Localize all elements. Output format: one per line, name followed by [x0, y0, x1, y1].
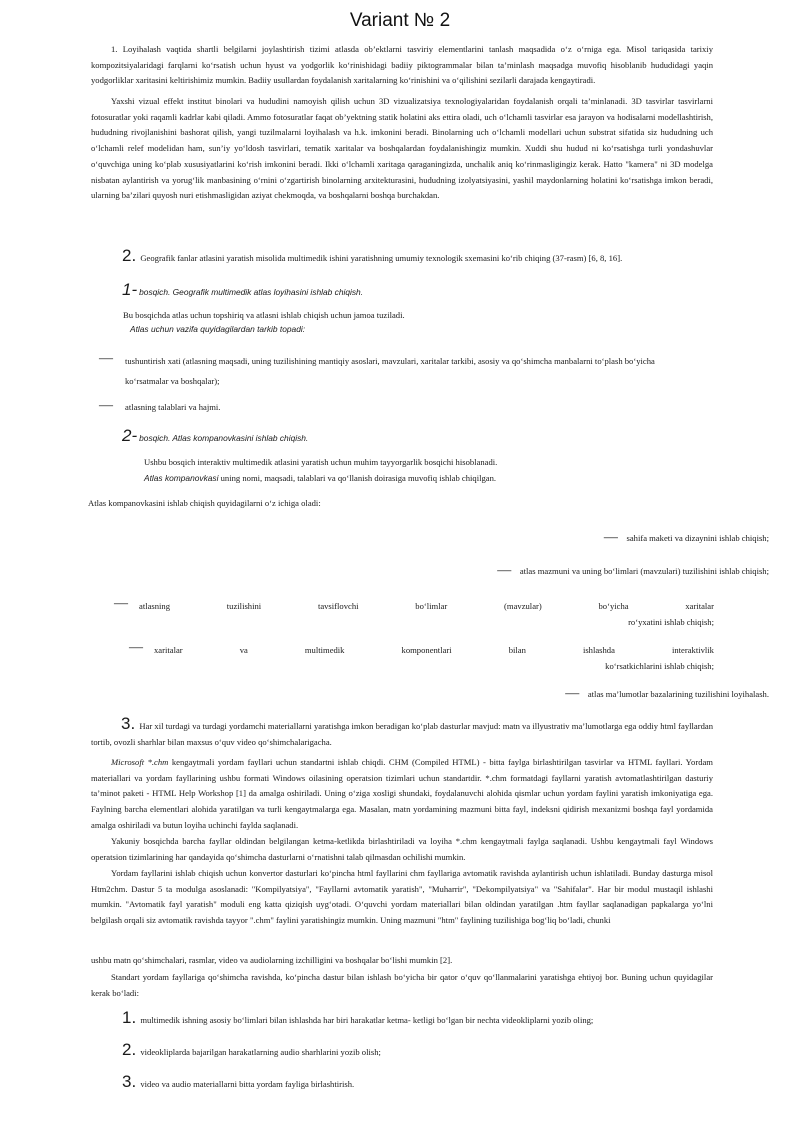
item-text: videokliplarda bajarilgan harakatlarning audio sharhlarini yozib olish;	[138, 1047, 381, 1057]
dash-marker: —	[99, 398, 113, 413]
bullet-1-line-2: ko‘rsatmalar va boshqalar);	[125, 376, 220, 386]
step-1-heading	[122, 280, 363, 300]
item-text: atlas mazmuni va uning bo‘limlari (mavzulari) tuzilishini ishlab chiqish;	[519, 566, 769, 576]
item-text: multimedik ishning asosiy bo‘limlari bilan ishlashda har biri harakatlar ketma- ketligi bo‘lgan bir nechta videokliplarni yozib oling;	[138, 1015, 594, 1025]
list-item-1	[604, 531, 769, 545]
dash-marker: —	[565, 686, 580, 701]
word: tuzilishini	[226, 601, 262, 611]
list-item-4-line-2: ko‘rsatkichlarini ishlab chiqish;	[605, 661, 714, 671]
step-number: 2-	[122, 426, 138, 445]
section-3-paragraph-3: Yakuniy bosqichda barcha fayllar oldindan belgilangan ketma-ketlikda birlashtiriladi va loyiha *.chm kengaytmali faylga saqlanadi. Ushbu kengaytmali fayl Windows operatsion tizimlarining har qandayida qo‘shimcha dasturlarni o‘rnatishni talab qilmasdan ochilishi mumkin.	[91, 836, 713, 862]
word: komponentlari	[401, 645, 452, 655]
item-number: 3.	[122, 1072, 137, 1091]
step-1-subtitle: Atlas uchun vazifa quyidagilardan tarkib topadi:	[130, 324, 306, 334]
term-italic: Atlas kompanovkasi	[144, 473, 219, 483]
dash-marker: —	[497, 563, 512, 578]
paragraph-1: 1. Loyihalash vaqtida shartli belgilarni joylashtirish tizimi atlasda ob’ektlarni tasviriy elementlarini tanlash maqsadida o‘z o‘rniga ega. Misol tariqasida tarixiy kompozitsiyalaridagi farqlarni ko‘rsatish uchun hyust va yodgorlik ko‘rinishidagi badiiy piktogrammalar bilan ta’minlash maqsadga muvofiq hisoblanib hududidagi yaqin yodgorliklar xaritasini keltirishimiz mumkin. Badiiy usullardan foydalanish xaritalarning ko‘rinishini va o‘qilishini sezilarli darajada kengaytiradi.	[91, 44, 713, 86]
list-item-4-line-1	[154, 645, 714, 655]
word: bilan	[508, 645, 526, 655]
list-intro: Atlas kompanovkasini ishlab chiqish quyidagilarni o‘z ichiga oladi:	[88, 498, 321, 508]
dash-marker: —	[99, 351, 113, 366]
dash-marker: —	[129, 640, 143, 655]
section-3-paragraph-5: ushbu matn qo‘shimchalari, rasmlar, video va audiolarning izchilligini va boshqalar bo‘lishi mumkin [2].	[91, 955, 453, 965]
word: ishlashda	[582, 645, 615, 655]
item-text: video va audio materiallarni bitta yordam fayliga birlashtirish.	[138, 1079, 355, 1089]
word: tavsiflovchi	[317, 601, 359, 611]
section-2-heading	[122, 248, 722, 267]
list-item-5	[565, 687, 769, 701]
word: atlasning	[139, 601, 171, 611]
item-number: 2.	[122, 1040, 137, 1059]
step-2-text-2	[144, 473, 496, 483]
term-italic: Microsoft *.chm	[111, 757, 169, 767]
list-item-3-line-2: ro‘yxatini ishlab chiqish;	[628, 617, 714, 627]
step-number: 1-	[122, 280, 138, 299]
step-2-heading	[122, 426, 308, 446]
page-title: Variant № 2	[349, 10, 451, 31]
bullet-2: atlasning talablari va hajmi.	[125, 402, 221, 412]
item-text: sahifa maketi va dizaynini ishlab chiqish;	[626, 533, 769, 543]
step-1-text: Bu bosqichda atlas uchun topshiriq va atlasni ishlab chiqish uchun jamoa tuziladi.	[123, 310, 405, 320]
item-text: atlas ma’lumotlar bazalarining tuzilishini loyihalash.	[587, 689, 769, 699]
word: va	[239, 645, 248, 655]
word: bo‘limlar	[415, 601, 448, 611]
item-number: 1.	[122, 1008, 137, 1027]
section-3-paragraph-6: Standart yordam fayllariga qo‘shimcha ravishda, ko‘pincha dastur bilan ishlash bo‘yicha bir qator o‘quv qo‘llanmalarini yaratishga ehtiyoj bor. Buning uchun quyidagilar kerak bo‘ladi:	[91, 972, 713, 998]
section-3-paragraph-2	[91, 755, 713, 834]
section-3-paragraph-4: Yordam fayllarini ishlab chiqish uchun konvertor dasturlari ko‘pincha html fayllarini chm fayllariga avtomatik ravishda aylantirish uchun ishlatiladi. Bunday dasturga misol Htm2chm. Dastur 5 ta modulga asoslanadi: "Kompilyatsiya", "Fayllarni avtomatik yaratish", "Muharrir", "Dekompilyatsiya" va "Sahifalar". Har bir modul mustaqil ishlashi mumkin. "Avtomatik fayl yaratish" moduli eng katta qiziqish uyg‘otadi. O‘quvchi yordam materiallari bilan oldindan yaratilgan .htm fayllar saqlanadigan papkalarga yo‘lni belgilash orqali siz avtomatik ravishda tayyor ".chm" faylini yaratishingiz mumkin. Uning mazmuni "htm" faylining tuzilishiga bog‘liq bo‘ladi, chunki	[91, 868, 713, 926]
word: multimedik	[304, 645, 345, 655]
list-item-3-line-1	[139, 601, 714, 611]
step-title: bosqich. Atlas kompanovkasini ishlab chiqish.	[139, 433, 309, 443]
section-3-text: Har xil turdagi va turdagi yordamchi materiallarni yaratishga imkon beradigan ko‘plab dasturlar mavjud: matn va illyustrativ ma’lumotlarga ega oddiy html fayllardan tortib, ovozli sharhlar bilan maxsus o‘quv video qo‘shimchalarigacha.	[91, 721, 713, 747]
word: interaktivlik	[671, 645, 714, 655]
word: (mavzular)	[504, 601, 542, 611]
numbered-item-3	[122, 1072, 354, 1092]
section-number: 3.	[121, 714, 136, 733]
paragraph-2: Yaxshi vizual effekt institut binolari va hududini namoyish qilish uchun 3D vizualizatsiya texnologiyalaridan foydalanish orqali ta’minlanadi. 3D tasvirlar tasvirlarni fotosuratlar yoki raqamli kadrlar kabi qiladi. Ammo fotosuratlar faqat ob’yektning statik holatini aks ettira oladi, uch o‘lchamli tasvirlar esa jarayon va hodisalarni modellashtirish, hududning rivojlanishini bashorat qilish, yangi tuzilmalarni loyihalash va h.k. imkonini beradi. Binolarning uch o‘lchamli modellari uchun substrat sifatida siz hududning uch o‘lchamli relef modelidan ham, sun’iy yo‘ldosh tasvirlari, tematik xaritalar va boshqalardan foydalanishingiz mumkin. Xuddi shu hudud ni ko‘rsatishga turli yondashuvlar o‘quvchiga uning ko‘plab xususiyatlarini ko‘rish imkonini beradi. Ikki o‘lchamli xaritaga qaraganingizda, unchalik aniq ko‘rinmasligingiz kerak. Hatto "kamera" ni 3D modelga nisbatan aylantirish va yorug‘lik manbasining o‘rnini o‘zgartirish binolarning arxitekturasini, hududning izolyatsiyasini, yashil maydonlarning holatini ko‘rsatishga imkon beradi, ularning ba’zilari quyosh nuri etishmasligidan aziyat chekmoqda, va boshqalarni boshqa burchakdan.	[91, 96, 713, 201]
section-3-paragraph-1	[91, 716, 713, 750]
word: bo‘yicha	[598, 601, 629, 611]
numbered-item-1	[122, 1008, 593, 1028]
term-text: uning nomi, maqsadi, talablari va qo‘llanish doirasiga muvofiq ishlab chiqilgan.	[218, 473, 497, 483]
list-item-2	[497, 564, 769, 578]
paragraph-text: kengaytmali yordam fayllari uchun standartni ishlab chiqdi. CHM (Compiled HTML) - bitta faylga birlashtirilgan tasvirlar va HTML fayllari. Yordam materiallari va yordam fayllarining ushbu formati Windows oilasining operatsion tizimlari uchun standartdir. *.chm formatdagi fayllarni yaratish avtomatlashtirilgan dasturiy ta’minot paketi - HTML Help Workshop [1] da amalga oshiriladi. Uning o‘ziga xosligi shundaki, foydalanuvchi alohida qismlar uchun yordam faylini yaratish imkoniyatiga ega. Faylning barcha elementlari alohida yaratilgan va turli kengaytmalarga ega. Masalan, matn yordamining mazmuni bitta fayl, indeksni qidirish mexanizmi boshqa fayl yordamida amalga oshiriladi va butun loyiha uchinchi faylda saqlanadi.	[91, 757, 713, 830]
section-number: 2.	[122, 246, 137, 265]
section-2-text: Geografik fanlar atlasini yaratish misolida multimedik ishini yaratishning umumiy texnologik sxemasini ko‘rib chiqing (37-rasm) [6, 8, 16].	[138, 253, 623, 263]
numbered-item-2	[122, 1040, 381, 1060]
step-title: bosqich. Geografik multimedik atlas loyihasini ishlab chiqish.	[139, 287, 364, 297]
bullet-1-line-1: tushuntirish xati (atlasning maqsadi, uning tuzilishining mantiqiy asoslari, mavzulari, xaritalar tarkibi, asosiy va qo‘shimcha manbalarni to‘plash bo‘yicha	[125, 356, 655, 366]
word: xaritalar	[685, 601, 714, 611]
step-2-text: Ushbu bosqich interaktiv multimedik atlasini yaratish uchun muhim tayyorgarlik bosqichi hisoblanadi.	[144, 457, 498, 467]
dash-marker: —	[603, 530, 618, 545]
word: xaritalar	[154, 645, 183, 655]
dash-marker: —	[114, 596, 128, 611]
